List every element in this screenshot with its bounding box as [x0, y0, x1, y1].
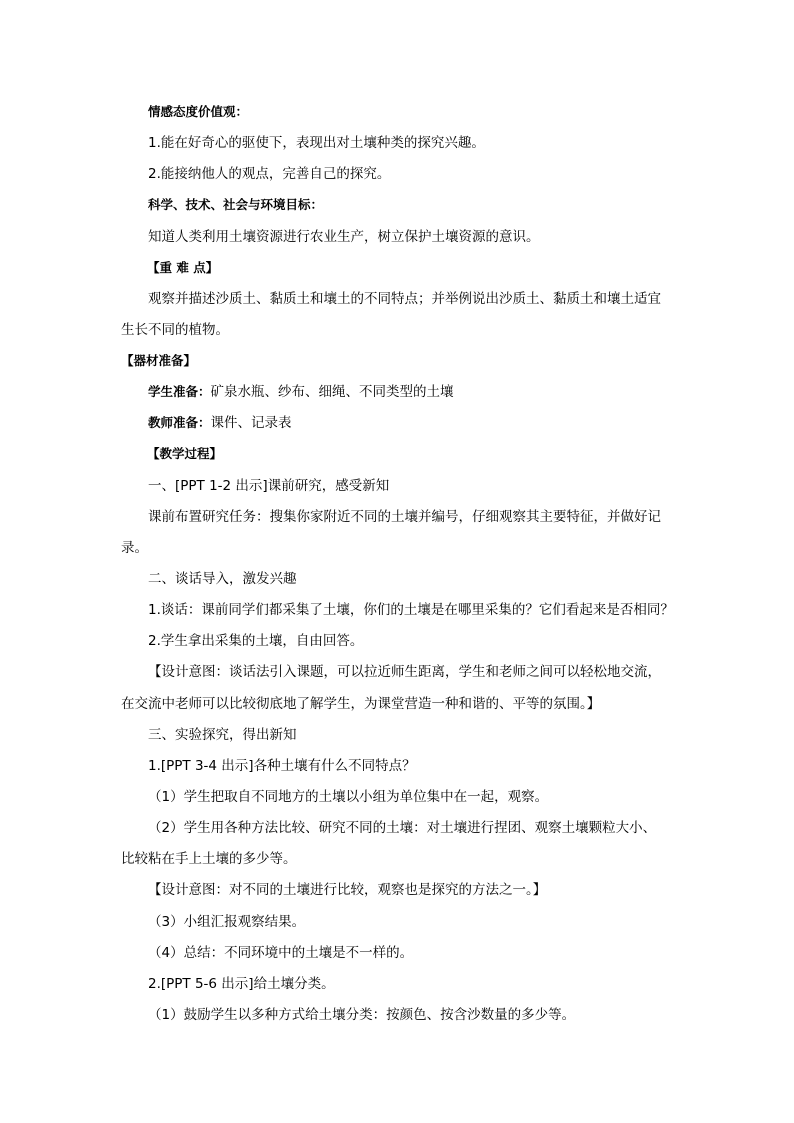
teacher-prep-text: 课件、记录表 — [210, 415, 292, 431]
section-heading-materials: 【器材准备】 — [121, 353, 197, 368]
paragraph-continuation: 比较粘在手上土壤的多少等。 — [121, 851, 297, 867]
paragraph: 1.能在好奇心的驱使下，表现出对土壤种类的探究兴趣。 — [148, 135, 485, 151]
paragraph: （1）学生把取自不同地方的土壤以小组为单位集中在一起，观察。 — [148, 789, 549, 805]
section-heading-affective: 情感态度价值观： — [148, 104, 249, 119]
paragraph: 一、[PPT 1-2 出示]课前研究，感受新知 — [148, 478, 390, 494]
section-heading-process: 【教学过程】 — [147, 446, 223, 461]
paragraph: 1.[PPT 3-4 出示]各种土壤有什么不同特点？ — [148, 758, 416, 774]
paragraph-continuation: 生长不同的植物。 — [121, 322, 229, 338]
section-heading-key-points: 【重 难 点】 — [147, 260, 219, 275]
paragraph — [148, 382, 454, 402]
paragraph — [148, 413, 292, 433]
label-teacher-prep: 教师准备： — [148, 415, 211, 430]
paragraph: 2.学生拿出采集的土壤，自由回答。 — [148, 633, 364, 649]
student-prep-text: 矿泉水瓶、纱布、细绳、不同类型的土壤 — [210, 384, 454, 400]
paragraph: （1）鼓励学生以多种方式给土壤分类：按颜色、按含沙数量的多少等。 — [148, 1007, 576, 1023]
paragraph: （2）学生用各种方法比较、研究不同的土壤：对土壤进行捏团、观察土壤颗粒大小、 — [148, 820, 657, 836]
paragraph-continuation: 录。 — [121, 540, 148, 556]
design-intent-note: 【设计意图：对不同的土壤进行比较，观察也是探究的方法之一。】 — [148, 882, 547, 898]
paragraph: 2.能接纳他人的观点，完善自己的探究。 — [148, 166, 391, 182]
paragraph: 知道人类利用土壤资源进行农业生产，树立保护土壤资源的意识。 — [148, 229, 540, 245]
paragraph: 课前布置研究任务：搜集你家附近不同的土壤并编号，仔细观察其主要特征，并做好记 — [148, 509, 661, 525]
design-intent-note-continuation: 在交流中老师可以比较彻底地了解学生，为课堂营造一种和谐的、平等的氛围。】 — [121, 696, 601, 712]
paragraph: 二、谈话导入，激发兴趣 — [148, 571, 297, 587]
label-student-prep: 学生准备： — [148, 384, 211, 399]
paragraph: （4）总结：不同环境中的土壤是不一样的。 — [148, 945, 414, 961]
paragraph: 观察并描述沙质土、黏质土和壤土的不同特点；并举例说出沙质土、黏质土和壤土适宜 — [148, 291, 661, 307]
paragraph: 1.谈话：课前同学们都采集了土壤，你们的土壤是在哪里采集的？它们看起来是否相同？ — [148, 602, 674, 618]
paragraph: （3）小组汇报观察结果。 — [148, 914, 306, 930]
paragraph: 2.[PPT 5-6 出示]给土壤分类。 — [148, 976, 335, 992]
section-heading-stse: 科学、技术、社会与环境目标： — [148, 197, 324, 212]
paragraph: 三、实验探究，得出新知 — [148, 727, 297, 743]
design-intent-note: 【设计意图：谈话法引入课题，可以拉近师生距离，学生和老师之间可以轻松地交流， — [148, 664, 661, 680]
